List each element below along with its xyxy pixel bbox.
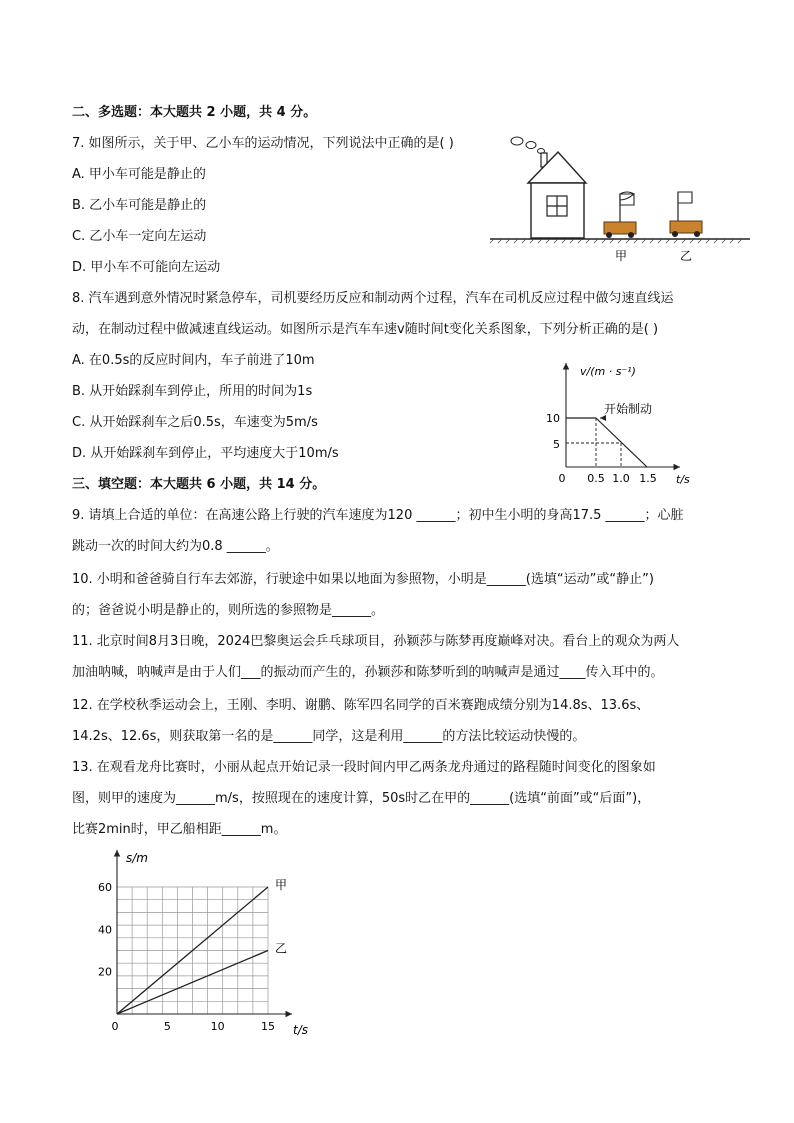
- q7-stem: 7. 如图所示，关于甲、乙小车的运动情况，下列说法中正确的是( ): [72, 136, 454, 151]
- q13-line3: 比赛2min时，甲乙船相距______m。: [72, 822, 287, 837]
- q8-option-d[interactable]: D. 从开始踩刹车到停止，平均速度大于10m/s: [72, 446, 339, 461]
- q8-origin: 0: [558, 472, 566, 485]
- q7-option-c[interactable]: C. 乙小车一定向左运动: [72, 229, 207, 244]
- label-jia: 甲: [614, 249, 628, 263]
- q7-option-a[interactable]: A. 甲小车可能是静止的: [72, 167, 206, 182]
- chimney-smoke: [511, 137, 545, 154]
- q13-st-chart: [88, 842, 328, 1042]
- q8-vt-graph: [540, 355, 690, 487]
- q8-option-c[interactable]: C. 从开始踩刹车之后0.5s，车速变为5m/s: [72, 415, 318, 430]
- house-roof: [528, 152, 586, 183]
- q11-line2: 加油呐喊，呐喊声是由于人们___的振动而产生的，孙颖莎和陈梦听到的呐喊声是通过____传入耳中的。: [72, 665, 664, 680]
- x-tick-label: 0: [111, 1020, 119, 1033]
- q8-stem-line1: 8. 汽车遇到意外情况时紧急停车，司机要经历反应和制动两个过程，汽车在司机反应过程中做匀速直线运: [72, 291, 674, 306]
- y-tick-label: 60: [98, 881, 112, 894]
- x-tick-label: 10: [210, 1020, 225, 1033]
- cart-yi: [670, 192, 702, 237]
- x-tick-label: 5: [163, 1020, 171, 1033]
- q8-annotation: 开始制动: [604, 402, 653, 416]
- q9-line1: 9. 请填上合适的单位：在高速公路上行驶的汽车速度为120 ______；初中生小明的身高17.5 ______；心脏: [72, 508, 684, 523]
- q12-line2: 14.2s、12.6s，则获取第一名的是______同学，这是利用______的方法比较运动快慢的。: [72, 729, 586, 744]
- cart-jia: [604, 192, 636, 238]
- q13-line1: 13. 在观看龙舟比赛时，小丽从起点开始记录一段时间内甲乙两条龙舟通过的路程随时间变化的图象如: [72, 760, 656, 775]
- q8-xtick-1.5: 1.5: [639, 472, 657, 485]
- q13-xlabel: t/s: [293, 1023, 308, 1037]
- y-tick-label: 40: [98, 923, 112, 937]
- series-label-yi: 乙: [275, 941, 288, 956]
- q8-xtick-0.5: 0.5: [587, 472, 605, 485]
- q8-option-a[interactable]: A. 在0.5s的反应时间内，车子前进了10m: [72, 353, 315, 368]
- q12-line1: 12. 在学校秋季运动会上，王刚、李明、谢鹏、陈军四名同学的百米赛跑成绩分别为14.8s、13.6s、: [72, 698, 650, 713]
- q8-ylabel: v/(m · s⁻¹): [580, 365, 636, 378]
- q10-line1: 10. 小明和爸爸骑自行车去郊游，行驶途中如果以地面为参照物，小明是______(选填“运动”或“静止”): [72, 572, 654, 587]
- q13-line2: 图，则甲的速度为______m/s，按照现在的速度计算，50s时乙在甲的______(选填“前面”或“后面”)，: [72, 791, 651, 806]
- q8-ytick-10: 10: [546, 412, 560, 425]
- section-2-title: 二、多选题：本大题共 2 小题，共 4 分。: [72, 105, 317, 120]
- label-yi: 乙: [679, 249, 693, 263]
- q8-braking-segment: [596, 418, 647, 467]
- q8-xtick-1.0: 1.0: [612, 472, 630, 485]
- q13-ylabel: s/m: [126, 851, 148, 865]
- q8-ytick-5: 5: [553, 438, 560, 451]
- q8-xlabel: t/s: [676, 473, 690, 486]
- q7-figure: [488, 130, 753, 270]
- q8-stem-line2: 动，在制动过程中做减速直线运动。如图所示是汽车车速v随时间t变化关系图象，下列分析正确的是( ): [72, 322, 659, 337]
- q7-option-d[interactable]: D. 甲小车不可能向左运动: [72, 260, 221, 275]
- section-3-title: 三、填空题：本大题共 6 小题，共 14 分。: [72, 477, 326, 492]
- series-label-jia: 甲: [275, 878, 288, 892]
- q11-line1: 11. 北京时间8月3日晚，2024巴黎奥运会乒乓球项目，孙颖莎与陈梦再度巅峰对决。看台上的观众为两人: [72, 634, 680, 649]
- q10-line2: 的；爸爸说小明是静止的，则所选的参照物是______。: [72, 603, 385, 618]
- x-tick-label: 15: [261, 1020, 275, 1033]
- q9-line2: 跳动一次的时间大约为0.8 ______。: [72, 539, 279, 554]
- y-tick-label: 20: [98, 965, 112, 979]
- q7-option-b[interactable]: B. 乙小车可能是静止的: [72, 198, 207, 213]
- q8-option-b[interactable]: B. 从开始踩刹车到停止，所用的时间为1s: [72, 384, 313, 399]
